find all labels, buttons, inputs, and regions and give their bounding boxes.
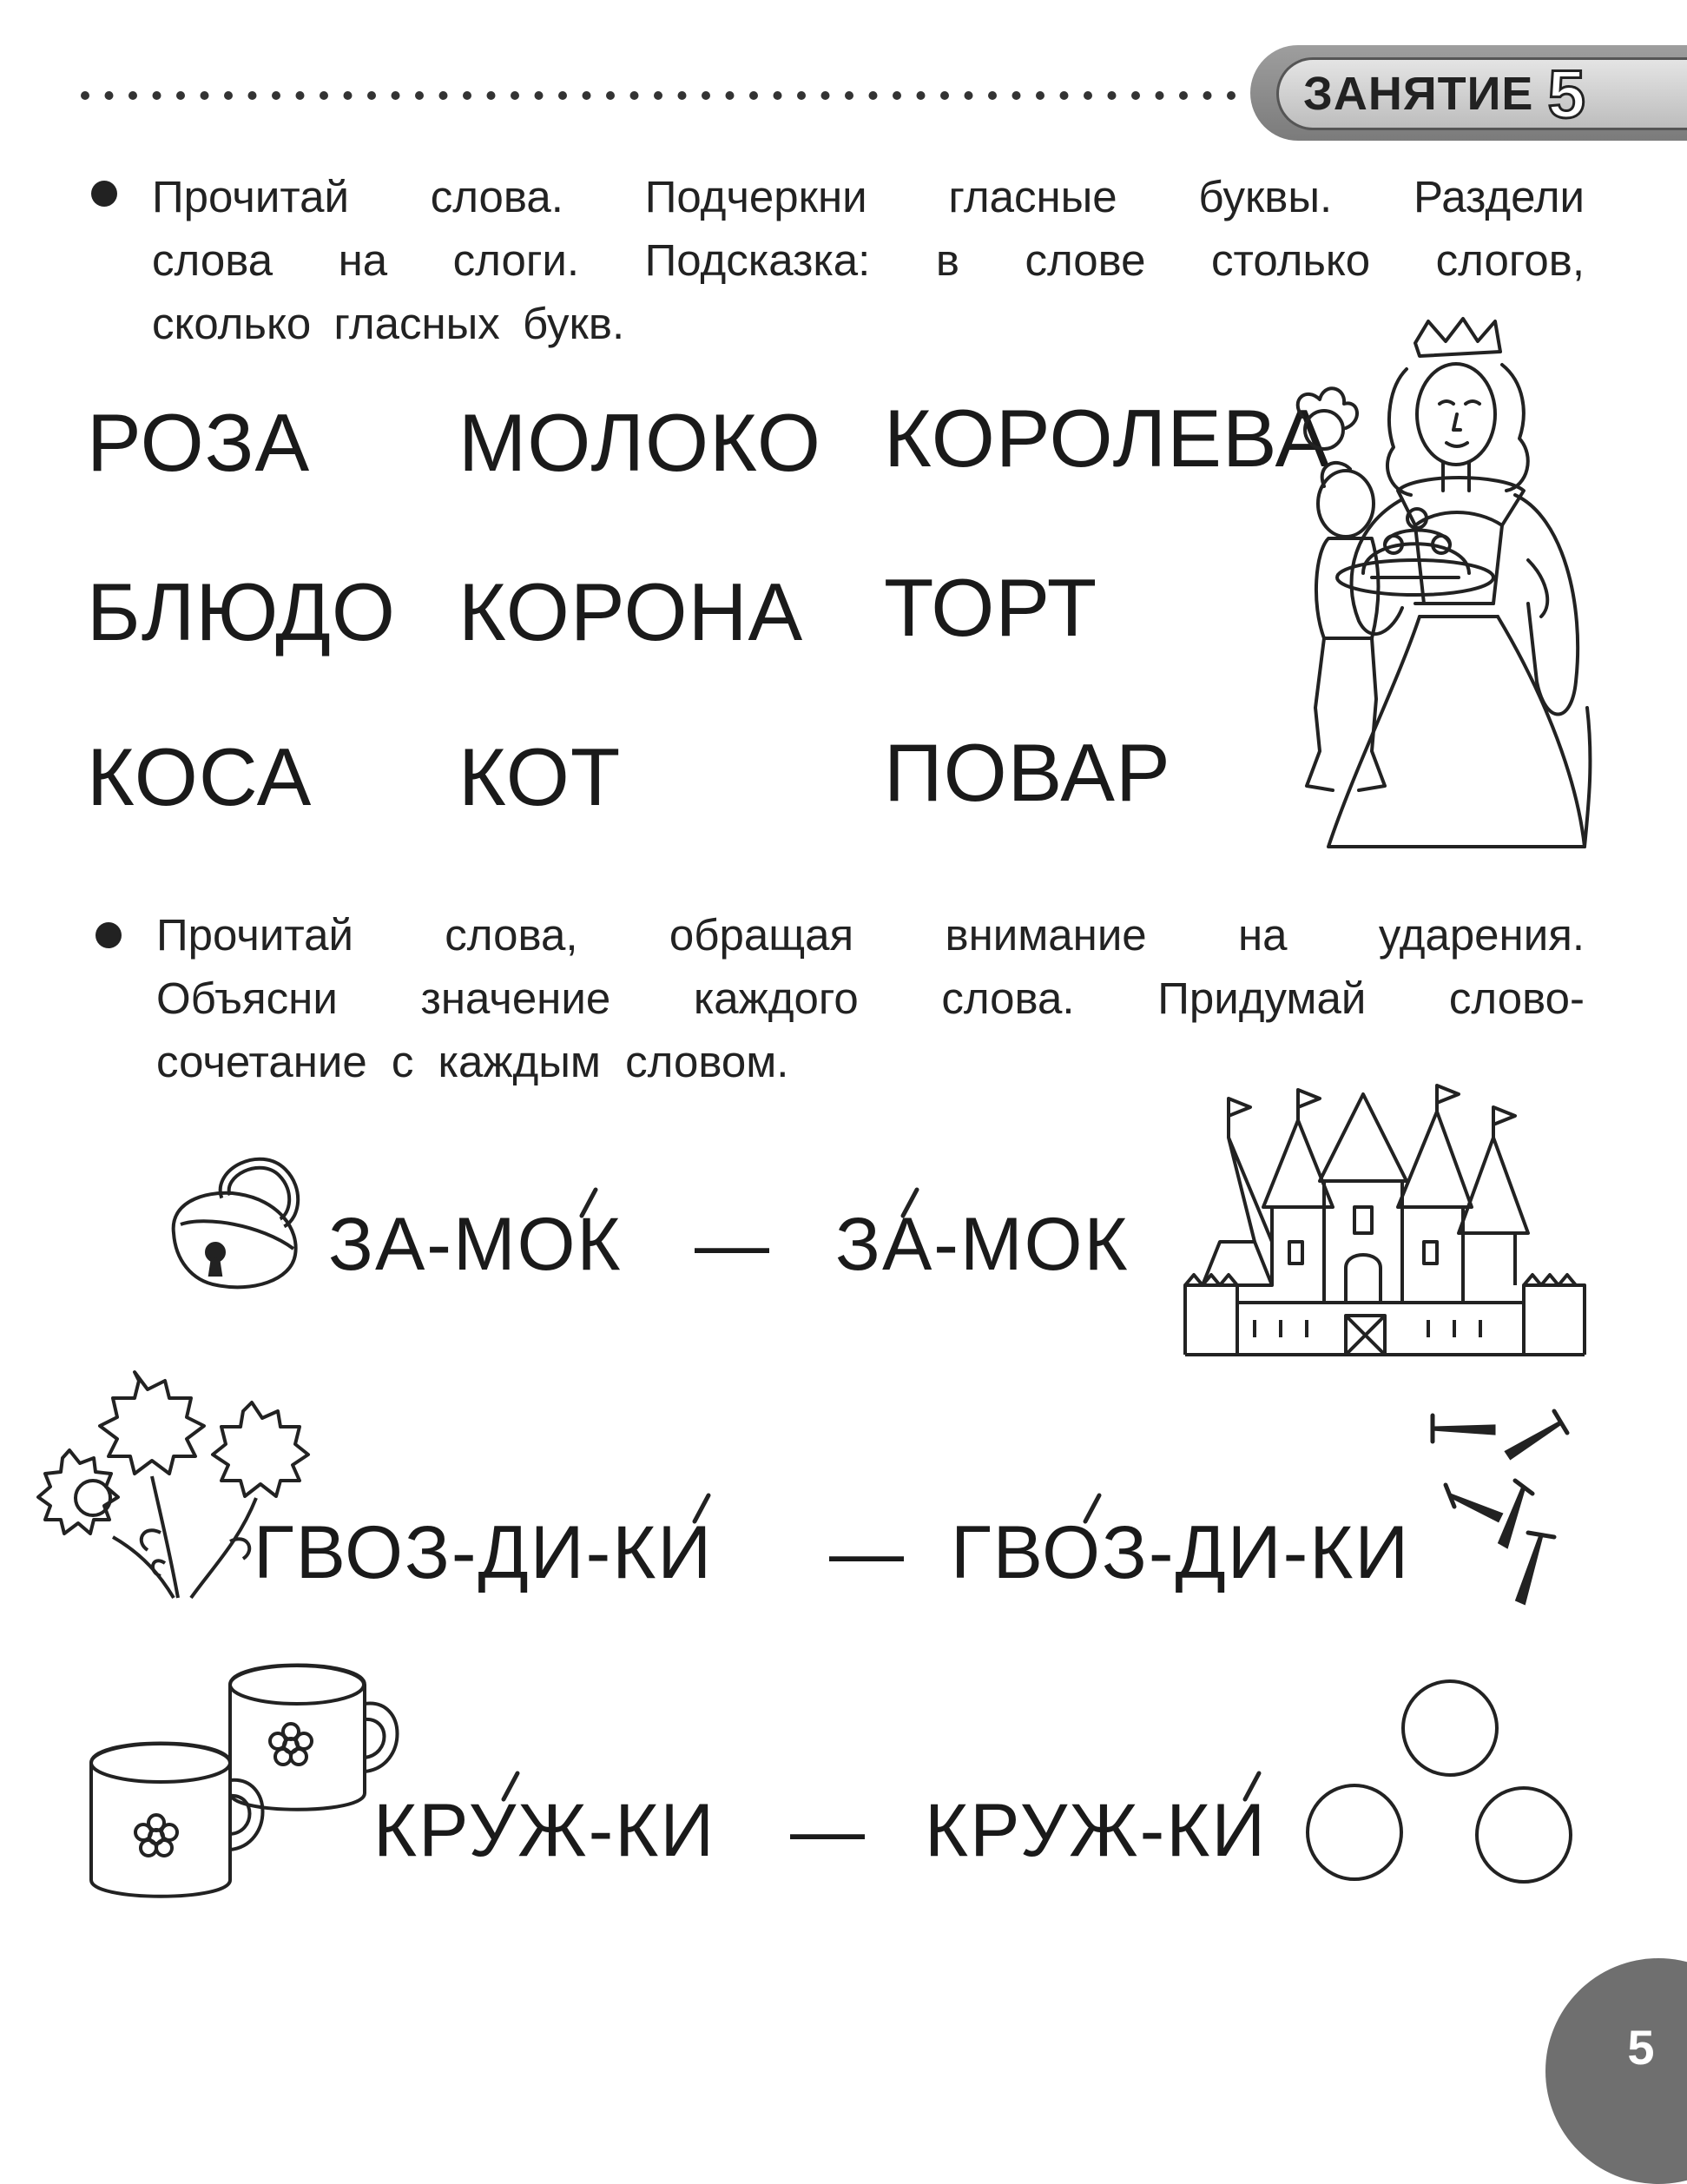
rule-dot	[678, 91, 687, 100]
rule-dot	[583, 91, 591, 100]
stress-mark	[695, 1495, 708, 1521]
word-cell: КОТ	[458, 731, 622, 822]
task2-line-1: Прочитай слова, обращая внимание на ударения.	[156, 910, 1585, 960]
rule-dot	[129, 91, 137, 100]
lesson-label: ЗАНЯТИЕ	[1303, 68, 1534, 120]
rule-dot	[415, 91, 424, 100]
word-cell: МОЛОКО	[458, 397, 821, 488]
rule-dot	[487, 91, 496, 100]
bullet-2	[96, 922, 122, 948]
rule-dot	[1227, 91, 1236, 100]
rule-dot	[201, 91, 209, 100]
rule-dot	[367, 91, 376, 100]
stress-mark	[903, 1190, 917, 1216]
page-number: 5	[1627, 2020, 1655, 2075]
rule-dot	[702, 91, 710, 100]
rule-dot	[1012, 91, 1021, 100]
rule-dot	[1060, 91, 1069, 100]
rule-dot	[917, 91, 926, 100]
rule-dot	[1108, 91, 1117, 100]
rule-dot	[654, 91, 662, 100]
rule-dot	[797, 91, 806, 100]
rule-dot	[248, 91, 257, 100]
word-zamok-lock: ЗА-МОК	[328, 1203, 623, 1286]
rule-dot	[153, 91, 161, 100]
pair-dash: —	[790, 1789, 865, 1872]
stress-mark	[504, 1773, 517, 1799]
rule-dot	[749, 91, 758, 100]
rule-dot	[463, 91, 471, 100]
rule-dot	[535, 91, 544, 100]
word-gvozdiki-flowers: ГВОЗ-ДИ-КИ	[254, 1511, 714, 1594]
rule-dot	[105, 91, 114, 100]
word-cell: ПОВАР	[884, 727, 1171, 818]
rule-dot	[272, 91, 280, 100]
rule-dot	[392, 91, 400, 100]
task1-line-3: сколько гласных букв.	[152, 299, 625, 348]
rule-dot	[81, 91, 89, 100]
word-cell: ТОРТ	[884, 562, 1098, 653]
task1-line-1: Прочитай слова. Подчеркни гласные буквы. Раздели	[152, 172, 1585, 221]
stress-mark	[1085, 1495, 1099, 1521]
padlock-icon	[165, 1155, 304, 1294]
word-zamok-castle: ЗА-МОК	[835, 1203, 1130, 1286]
nails-icon	[1424, 1398, 1580, 1607]
dotted-rule	[80, 87, 1235, 104]
castle-icon	[1176, 1085, 1593, 1363]
word-kruzhki-mugs: КРУЖ-КИ	[373, 1789, 716, 1872]
stress-mark	[582, 1190, 596, 1216]
stress-marks-row-1	[328, 1181, 1196, 1233]
rule-dot	[988, 91, 997, 100]
task1-line-2: слова на слоги. Подсказка: в слове столько слогов,	[152, 235, 1585, 285]
pair-dash: —	[695, 1203, 769, 1286]
rule-dot	[1179, 91, 1188, 100]
mugs-icon	[87, 1650, 399, 1910]
word-gvozdiki-nails: ГВОЗ-ДИ-КИ	[951, 1511, 1411, 1594]
rule-dot	[606, 91, 615, 100]
task2-instruction	[156, 903, 1585, 1093]
word-cell: КОСА	[87, 731, 313, 822]
task2-line-2: Объясни значение каждого слова. Придумай слово-	[156, 973, 1585, 1023]
word-cell: РОЗА	[87, 397, 311, 488]
rule-dot	[224, 91, 233, 100]
stress-mark	[1245, 1773, 1259, 1799]
rule-dot	[940, 91, 949, 100]
rule-dot	[1036, 91, 1044, 100]
lesson-tab	[1276, 57, 1687, 130]
word-kruzhki-circles: КРУЖ-КИ	[925, 1789, 1268, 1872]
queen-and-cook-icon	[1242, 317, 1598, 860]
word-cell: БЛЮДО	[87, 566, 396, 657]
rule-dot	[558, 91, 567, 100]
circles-icon	[1302, 1680, 1580, 1889]
rule-dot	[344, 91, 353, 100]
rule-dot	[296, 91, 305, 100]
rule-dot	[774, 91, 782, 100]
stress-marks-row-3	[373, 1763, 1328, 1815]
rule-dot	[965, 91, 973, 100]
rule-dot	[845, 91, 853, 100]
rule-dot	[1084, 91, 1092, 100]
rule-dot	[821, 91, 830, 100]
rule-dot	[1156, 91, 1164, 100]
task2-line-3: сочетание с каждым словом.	[156, 1037, 789, 1086]
rule-dot	[511, 91, 519, 100]
rule-dot	[893, 91, 901, 100]
rule-dot	[1131, 91, 1140, 100]
pair-dash: —	[829, 1511, 904, 1594]
rule-dot	[630, 91, 639, 100]
stress-marks-row-2	[254, 1485, 1469, 1537]
lesson-number: 5	[1547, 55, 1585, 132]
bullet-1	[91, 181, 117, 207]
word-cell: КОРОЛЕВА	[884, 393, 1331, 484]
rule-dot	[726, 91, 735, 100]
word-cell: КОРОНА	[458, 566, 804, 657]
rule-dot	[320, 91, 328, 100]
rule-dot	[869, 91, 878, 100]
rule-dot	[1203, 91, 1212, 100]
rule-dot	[176, 91, 185, 100]
rule-dot	[439, 91, 448, 100]
